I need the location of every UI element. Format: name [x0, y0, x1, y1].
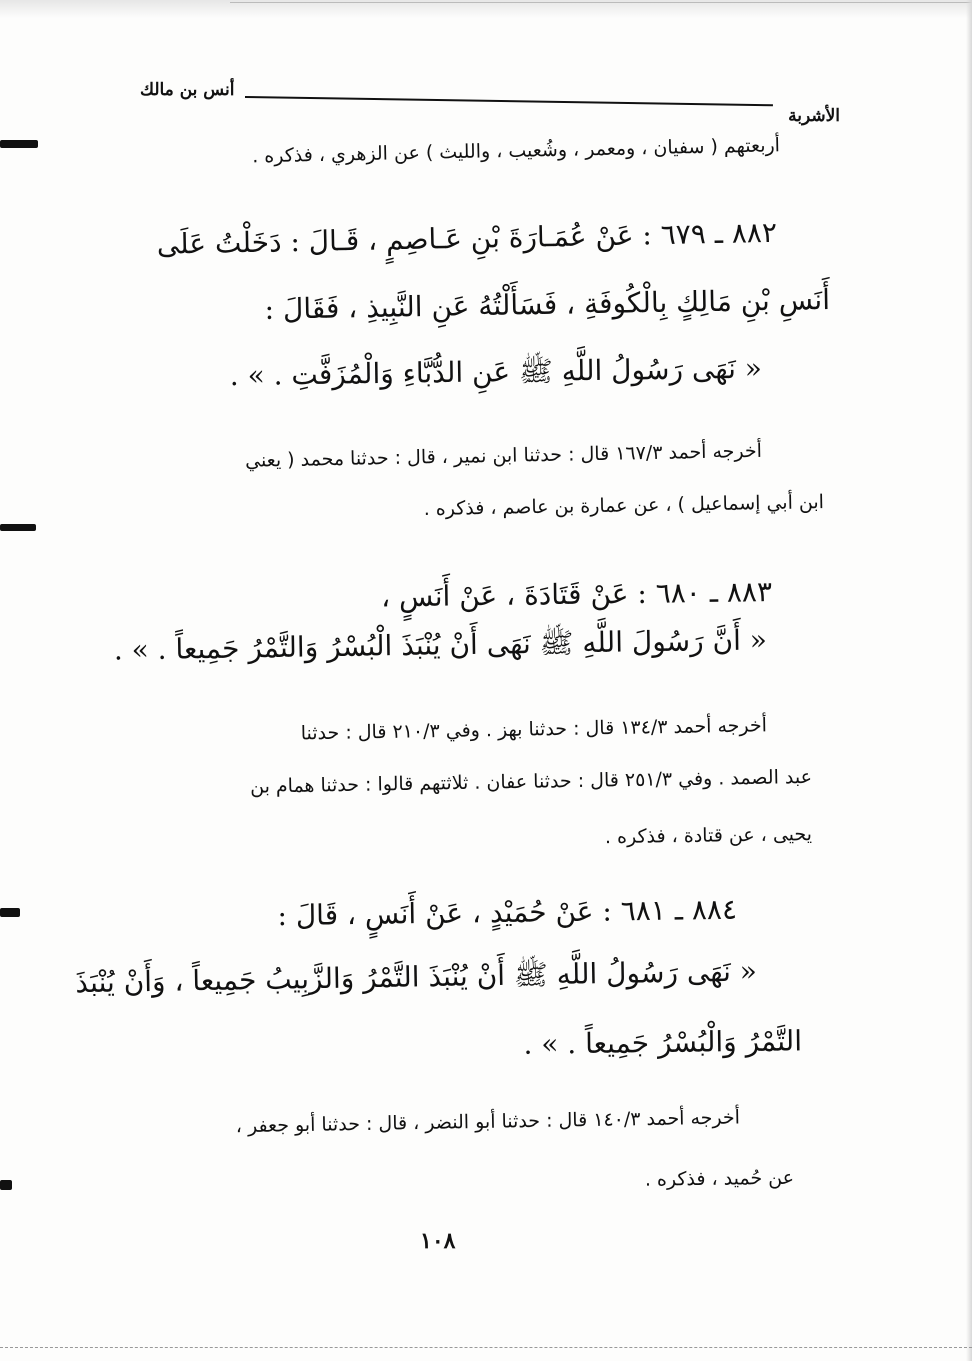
scan-line-top [230, 2, 972, 3]
page-number: ١٠٨ [420, 1228, 456, 1254]
note-line: ابن أبي إسماعيل ) ، عن عمارة بن عاصم ، فذكره . [423, 491, 825, 521]
note-line: يحيى ، عن قتادة ، فذكره . [604, 823, 813, 849]
note-line: عبد الصمد . وفي ٢٥١/٣ قال : حدثنا عفان . ثلاثتهم قالوا : حدثنا همام بن [249, 765, 813, 798]
margin-mark [0, 1180, 12, 1190]
note-line: أخرجه أحمد ١٦٧/٣ قال : حدثنا ابن نمير ، قال : حدثنا محمد ( يعني [244, 439, 763, 472]
hadith-line: التَّمْرُ وَالْبُسْرُ جَمِيعاً . » . [523, 1024, 803, 1061]
hadith-line: ٨٨٣ ـ ٦٨٠ : عَنْ قَتَادَةَ ، عَنْ أَنَسٍ ، [380, 575, 773, 614]
hadith-line: ٨٨٤ ـ ٦٨١ : عَنْ حُمَيْدٍ ، عَنْ أَنَسٍ ، قَالَ : [277, 892, 738, 933]
note-line: عن حُميد ، فذكره . [644, 1166, 795, 1191]
margin-mark [0, 140, 38, 148]
hadith-line: « نَهَى رَسُولُ اللَّهِ ﷺ عَنِ الدُّبَّاءِ وَالْمُزَفَّتِ . » . [229, 351, 763, 393]
running-head-rule [245, 96, 773, 106]
hadith-line: « أَنَّ رَسُولَ اللَّهِ ﷺ نَهَى أَنْ يُنْبَذَ الْبُسْرُ وَالتَّمْرُ جَمِيعاً . » . [113, 623, 768, 667]
scan-shadow-right [966, 0, 972, 1361]
running-head [140, 78, 840, 128]
note-line: أربعتهم ( سفيان ، ومعمر ، وشُعيب ، والليث ) عن الزهري ، فذكره . [251, 134, 781, 168]
running-head-section: أنس بن مالك [140, 80, 235, 100]
margin-mark [0, 908, 20, 917]
running-head-chapter: الأشربة [788, 106, 840, 126]
note-line: أخرجه أحمد ١٣٤/٣ قال : حدثنا بهز . وفي ٢١٠/٣ قال : حدثنا [300, 714, 768, 745]
hadith-line: « نَهَى رَسُولُ اللَّهِ ﷺ أَنْ يُنْبَذَ التَّمْرُ وَالزَّبِيبُ جَمِيعاً ، وَأَنْ يُنْبَذَ [75, 954, 758, 1000]
margin-mark [0, 524, 36, 531]
hadith-line: أَنَسِ بْنِ مَالِكٍ بِالْكُوفَةِ ، فَسَأَلْتُهُ عَنِ النَّبِيذِ ، فَقَالَ : [264, 282, 831, 326]
note-line: أخرجه أحمد ١٤٠/٣ قال : حدثنا أبو النضر ، قال : حدثنا أبو جعفر ، [235, 1106, 741, 1138]
scan-line-bottom [0, 1347, 972, 1349]
hadith-line: ٨٨٢ ـ ٦٧٩ : عَنْ عُمَـارَةَ بْنِ عَـاصِمٍ ، قَـالَ : دَخَلْتُ عَلَى [156, 215, 778, 261]
